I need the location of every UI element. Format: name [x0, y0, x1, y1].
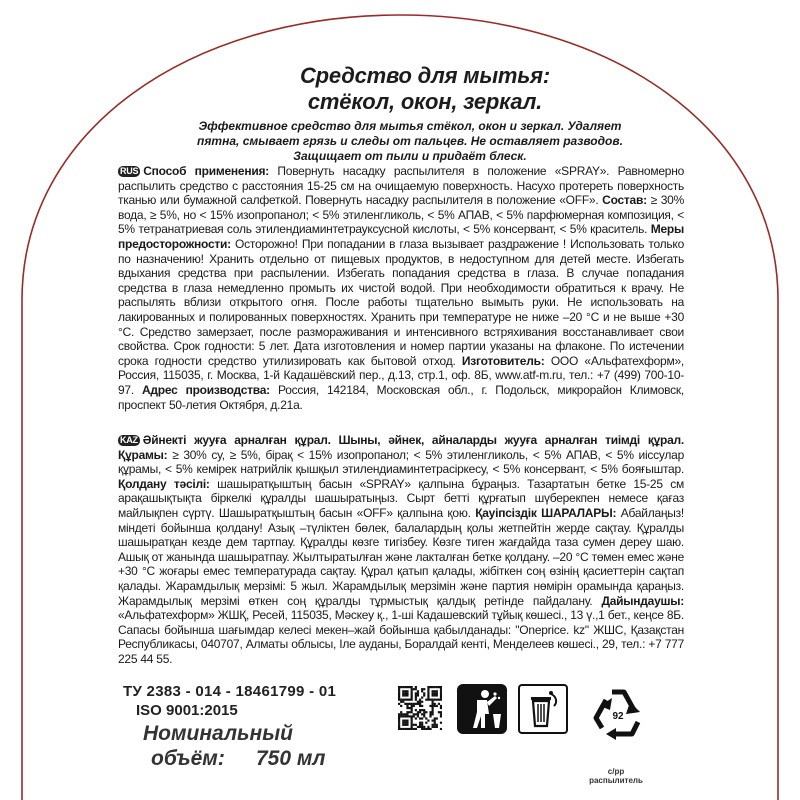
qr-module — [398, 720, 400, 722]
qr-module — [438, 686, 440, 688]
recycle-caption-line2: распылитель — [589, 776, 643, 785]
qr-module — [434, 720, 436, 722]
qr-module — [440, 711, 442, 713]
qr-module — [432, 686, 434, 688]
qr-module — [425, 717, 427, 719]
qr-module — [398, 726, 400, 728]
qr-module — [408, 703, 410, 705]
qr-module — [432, 705, 434, 707]
qr-module — [436, 724, 438, 726]
qr-module — [423, 728, 425, 730]
tech-spec-number: ТУ 2383 - 014 - 18461799 - 01 — [123, 683, 337, 700]
qr-module — [436, 726, 438, 728]
qr-module — [419, 699, 421, 701]
qr-module — [398, 728, 400, 730]
qr-module — [398, 690, 400, 692]
qr-module — [402, 694, 404, 696]
qr-module — [440, 690, 442, 692]
qr-module — [413, 724, 415, 726]
qr-module — [440, 713, 442, 715]
qr-module — [432, 694, 434, 696]
qr-module — [406, 690, 408, 692]
qr-module — [423, 688, 425, 690]
qr-module — [408, 728, 410, 730]
qr-module — [415, 703, 417, 705]
rus-precautions-text: Осторожно! При попадании в глаза вызывает раздражение ! Использовать только по назначению! Хранить отдельно от пищевых продуктов, в недоступном для детей месте. Избегать вдыхания средства при распылении. Избегать попадания средства в глаза. В случае попадания средства в глаза немедленно промыть их чистой водой. При необходимости обратиться к врачу. Не распылять вблизи открытого огня. После работы тщательно вымыть руки. Не использовать на лакированных и полированных поверхностях. Хранить при температуре не ниже –20 °С и не выше +30 °С. Средство замерзает, после размораживания и интенсивного встряхивания восстанавливает свои свойства. Срок годности: 5 лет. Дата изготовления и номер партии указаны на флаконе. По истечении срока годности средство утилизировать как бытовой отход. — [118, 236, 684, 368]
qr-module — [423, 694, 425, 696]
product-title-line1: Средство для мытья: — [299, 63, 551, 88]
qr-module — [436, 694, 438, 696]
qr-module — [429, 711, 431, 713]
qr-module — [404, 713, 406, 715]
qr-module — [415, 692, 417, 694]
qr-module — [398, 686, 400, 688]
qr-module — [434, 726, 436, 728]
kaz-safety-text: Абайлаңыз! міндеті бойынша қолдану! Азық –түліктен бөлек, балалардың қолы жетпейтін жерде сақтау. Құралды шашыратқан кезде дем тартпау. Құралды көзге тигізбеу. Көзге тиген жағдайда таза сумен дереу шаю. Ашық от жанында шашыратпау. Жылтыратылған және лакталған бетке қолдану. –20 °С төмен емес және +30 °С жоғары емес температурада сақтау. Құрал қатып қалады, жібіткен соң өзінің қасиеттерін сақтап қалады. Жарамдылық мерзімі: 5 жыл. Жарамдылық мерзімін және партия нөмірін орамында қараңыз. Жарамдылық мерзімі өткен соң құралды тұрмыстық қалдық ретінде пайдалану. — [118, 505, 684, 608]
qr-module — [411, 696, 413, 698]
rus-address-heading: Адрес производства: — [142, 382, 270, 397]
qr-module — [440, 705, 442, 707]
qr-module — [400, 699, 402, 701]
qr-module — [423, 715, 425, 717]
qr-module — [411, 724, 413, 726]
qr-module — [398, 713, 400, 715]
intro-line: Эффективное средство для мытья стёкол, окон и зеркал. Удаляет — [198, 119, 622, 133]
qr-module — [421, 696, 423, 698]
qr-module — [411, 699, 413, 701]
qr-module — [427, 688, 429, 690]
qr-module — [432, 713, 434, 715]
qr-module — [423, 726, 425, 728]
qr-module — [398, 688, 400, 690]
qr-module — [427, 726, 429, 728]
qr-module — [406, 713, 408, 715]
qr-module — [432, 726, 434, 728]
qr-module — [427, 728, 429, 730]
qr-module — [406, 722, 408, 724]
qr-module — [440, 699, 442, 701]
qr-module — [404, 724, 406, 726]
qr-module — [427, 686, 429, 688]
qr-module — [406, 720, 408, 722]
qr-module — [400, 686, 402, 688]
qr-module — [404, 694, 406, 696]
qr-module — [419, 709, 421, 711]
qr-module — [411, 715, 413, 717]
qr-module — [411, 703, 413, 705]
qr-module — [417, 713, 419, 715]
qr-module — [432, 709, 434, 711]
qr-module — [436, 686, 438, 688]
rus-method-text: Повернуть насадку распылителя в положение «SPRAY». Равномерно распылить средство с расстояния 15-25 см на очищаемую поверхность. Насухо протереть поверхность тканью или бумажной салфеткой. Повернуть насадку распылителя в положение «OFF». — [118, 164, 684, 208]
qr-module — [415, 686, 417, 688]
qr-module — [415, 713, 417, 715]
qr-module — [406, 724, 408, 726]
qr-module — [423, 711, 425, 713]
qr-module — [421, 709, 423, 711]
qr-module — [434, 690, 436, 692]
qr-module — [432, 703, 434, 705]
qr-module — [411, 728, 413, 730]
qr-module — [400, 728, 402, 730]
qr-module — [411, 692, 413, 694]
qr-module — [402, 715, 404, 717]
qr-module — [411, 688, 413, 690]
qr-module — [404, 728, 406, 730]
qr-module — [400, 715, 402, 717]
qr-module — [406, 703, 408, 705]
qr-module — [411, 705, 413, 707]
qr-module — [406, 694, 408, 696]
rus-method-heading: Способ применения: — [143, 164, 269, 178]
qr-module — [419, 701, 421, 703]
qr-module — [419, 724, 421, 726]
qr-module — [413, 713, 415, 715]
qr-module — [411, 711, 413, 713]
qr-module — [434, 703, 436, 705]
qr-module — [421, 728, 423, 730]
volume-label: объём: — [151, 747, 225, 770]
qr-module — [434, 717, 436, 719]
intro-text — [150, 119, 670, 164]
kaz-usage-text: шашыратқыштың басын «SPRAY» қалпына бұраңыз. Тазартатын бетке 15-25 см арақашықтықта біркелкі құралды шашыратыңыз. Сырт бетті құрғатып шүберекпен немесе қағаз майлықпен сүртү. Шашыратқыштың басын «OFF» қалпына қою. — [118, 476, 684, 520]
rus-precautions-heading: Меры предосторожности: — [118, 222, 684, 251]
qr-module — [432, 701, 434, 703]
qr-module — [438, 699, 440, 701]
qr-module — [434, 705, 436, 707]
qr-module — [432, 711, 434, 713]
qr-module — [432, 724, 434, 726]
qr-module — [406, 705, 408, 707]
qr-module — [423, 709, 425, 711]
qr-module — [440, 696, 442, 698]
recycle-icon — [588, 680, 648, 766]
kaz-supplier-heading: Дайындаушы: — [601, 593, 684, 608]
qr-module — [419, 705, 421, 707]
qr-module — [398, 692, 400, 694]
qr-module — [438, 711, 440, 713]
qr-module — [417, 690, 419, 692]
qr-module — [417, 711, 419, 713]
qr-module — [427, 699, 429, 701]
qr-module — [427, 720, 429, 722]
qr-module — [427, 694, 429, 696]
qr-module — [411, 686, 413, 688]
qr-module — [421, 726, 423, 728]
qr-module — [415, 724, 417, 726]
qr-module — [411, 690, 413, 692]
recycle-code: 92 — [612, 711, 624, 722]
rus-language-tag: RUS — [120, 166, 139, 176]
qr-module — [434, 699, 436, 701]
qr-module — [421, 722, 423, 724]
qr-module — [408, 686, 410, 688]
qr-module — [432, 707, 434, 709]
qr-module — [440, 715, 442, 717]
qr-module — [406, 692, 408, 694]
qr-module — [417, 692, 419, 694]
qr-module — [406, 699, 408, 701]
rus-manufacturer-heading: Изготовитель: — [461, 353, 545, 368]
qr-module — [421, 713, 423, 715]
qr-module — [427, 696, 429, 698]
qr-module — [434, 694, 436, 696]
qr-module — [398, 717, 400, 719]
recycle-caption — [586, 767, 646, 785]
volume-value: 750 мл — [256, 747, 326, 770]
qr-module — [413, 728, 415, 730]
qr-module — [411, 722, 413, 724]
qr-module — [411, 720, 413, 722]
qr-module — [438, 703, 440, 705]
qr-module — [429, 686, 431, 688]
waste-bin-icon — [518, 684, 568, 734]
qr-module — [398, 724, 400, 726]
qr-module — [404, 690, 406, 692]
qr-module — [402, 724, 404, 726]
qr-module — [404, 686, 406, 688]
qr-module — [440, 694, 442, 696]
qr-module — [432, 720, 434, 722]
qr-module — [436, 692, 438, 694]
qr-module — [429, 713, 431, 715]
qr-module — [423, 692, 425, 694]
qr-module — [421, 690, 423, 692]
qr-module — [419, 726, 421, 728]
qr-module — [408, 715, 410, 717]
qr-module — [404, 692, 406, 694]
rus-address-text: Россия, 142184, Московская обл., г. Подольск, микрорайон Климовск, проспект 50-летия Октября, д.21а. — [118, 382, 684, 412]
qr-module — [434, 724, 436, 726]
qr-module — [432, 699, 434, 701]
qr-module — [404, 699, 406, 701]
qr-module — [402, 699, 404, 701]
qr-module — [408, 707, 410, 709]
qr-module — [413, 705, 415, 707]
qr-module — [417, 701, 419, 703]
qr-module — [402, 690, 404, 692]
qr-module — [429, 705, 431, 707]
qr-module — [406, 686, 408, 688]
qr-module — [415, 709, 417, 711]
qr-module — [413, 703, 415, 705]
qr-module — [398, 696, 400, 698]
qr-module — [404, 720, 406, 722]
qr-module — [421, 717, 423, 719]
qr-module — [436, 705, 438, 707]
qr-module — [411, 709, 413, 711]
qr-module — [419, 717, 421, 719]
qr-module — [415, 717, 417, 719]
qr-module — [402, 692, 404, 694]
qr-module — [436, 690, 438, 692]
qr-module — [411, 726, 413, 728]
qr-module — [440, 688, 442, 690]
qr-module — [404, 703, 406, 705]
intro-line: пятна, смывает грязь и следы от пальцев. Не оставляет разводов. — [197, 134, 623, 148]
qr-module — [398, 699, 400, 701]
qr-module — [406, 707, 408, 709]
qr-module — [400, 711, 402, 713]
rus-section — [118, 164, 684, 412]
tidy-man-icon — [457, 684, 507, 734]
rus-composition-text: ≥ 30% вода, ≥ 5%, но < 15% изопропанол; < 5% этиленгликоль, < 5% АПАВ, < 5% парфюмерная композиция, < 5% тетранатриевая соль этилендиаминтетрауксусной кислоты, < 5% консервант, < 5% краситель. — [118, 193, 684, 237]
kaz-composition-text: ≥ 30% су, ≥ 5%, бірақ < 15% изопропанол; < 5% этиленгликоль, < 5% АПАВ, < 5% иіссулар құрамы, < 5% кемірек натрийлік қышқыл этилендиаминтетрасіркесу, < 5% консервант, < 5% бояғыштар. — [118, 447, 684, 477]
qr-module — [408, 699, 410, 701]
kaz-usage-heading: Қолдану тәсілі: — [118, 476, 210, 491]
qr-module — [440, 728, 442, 730]
recycle-caption-line1: с/рр — [607, 767, 625, 776]
qr-module — [415, 688, 417, 690]
qr-module — [398, 715, 400, 717]
qr-module — [425, 722, 427, 724]
qr-module — [440, 707, 442, 709]
qr-module — [402, 728, 404, 730]
qr-module — [398, 694, 400, 696]
qr-module — [406, 715, 408, 717]
qr-module — [402, 686, 404, 688]
qr-module — [436, 717, 438, 719]
qr-module — [440, 722, 442, 724]
kaz-language-tag: KAZ — [120, 435, 138, 445]
qr-module — [415, 694, 417, 696]
qr-module — [415, 696, 417, 698]
qr-module — [421, 701, 423, 703]
nominal-label: Номинальный — [143, 722, 293, 745]
qr-module — [398, 722, 400, 724]
qr-module — [398, 703, 400, 705]
qr-module — [406, 728, 408, 730]
qr-module — [402, 722, 404, 724]
qr-module — [436, 699, 438, 701]
qr-module — [423, 713, 425, 715]
qr-module — [411, 717, 413, 719]
qr-module — [425, 699, 427, 701]
qr-module — [429, 699, 431, 701]
qr-module — [402, 713, 404, 715]
qr-module — [417, 726, 419, 728]
iso-standard: ISO 9001:2015 — [136, 702, 238, 719]
kaz-section — [118, 433, 684, 667]
qr-module — [421, 705, 423, 707]
qr-module — [404, 722, 406, 724]
qr-module — [434, 722, 436, 724]
qr-module — [419, 711, 421, 713]
qr-module — [400, 701, 402, 703]
qr-module — [400, 705, 402, 707]
qr-module — [419, 703, 421, 705]
qr-module — [417, 715, 419, 717]
product-title-line2: стёкол, окон, зеркал. — [307, 89, 543, 114]
qr-module — [434, 692, 436, 694]
qr-module — [415, 699, 417, 701]
kaz-title: Әйнекті жууға арналған құрал. Шыны, әйнек, айналарды жууға арналған тиімді құрал. — [142, 433, 684, 447]
rus-composition-heading: Состав: — [602, 193, 647, 208]
qr-code-icon — [398, 686, 442, 730]
rus-manufacturer-text: ООО «Альфатехформ», Россия, 115035, г. Москва, 1-й Кадашёвский пер., д.13, стр.1, оф. 8Б, www.atf-m.ru, тел.: +7 (499) 700-10-97. — [118, 353, 684, 397]
qr-module — [432, 692, 434, 694]
qr-module — [434, 686, 436, 688]
qr-module — [413, 715, 415, 717]
qr-module — [415, 728, 417, 730]
qr-module — [440, 692, 442, 694]
qr-module — [417, 694, 419, 696]
qr-module — [411, 694, 413, 696]
qr-module — [400, 713, 402, 715]
qr-module — [432, 690, 434, 692]
qr-module — [427, 690, 429, 692]
qr-module — [440, 686, 442, 688]
qr-module — [427, 692, 429, 694]
kaz-safety-heading: Қауіпсіздік ШАРАЛАРЫ: — [475, 505, 617, 520]
qr-module — [411, 707, 413, 709]
kaz-composition-heading: Құрамы: — [118, 447, 168, 462]
qr-module — [413, 688, 415, 690]
qr-module — [408, 711, 410, 713]
qr-module — [429, 715, 431, 717]
qr-module — [425, 711, 427, 713]
qr-module — [421, 724, 423, 726]
qr-module — [425, 728, 427, 730]
qr-module — [402, 701, 404, 703]
qr-module — [421, 688, 423, 690]
qr-module — [417, 703, 419, 705]
qr-module — [429, 728, 431, 730]
qr-module — [406, 711, 408, 713]
qr-module — [404, 715, 406, 717]
qr-module — [419, 722, 421, 724]
intro-line: Защищает от пыли и придаёт блеск. — [293, 149, 527, 163]
qr-module — [402, 720, 404, 722]
kaz-supplier-text: «Альфатехформ» ЖШҚ, Ресей, 115035, Мәскеу қ., 1-ші Кадашевский тұйық көшесі., 13 ү.,1 бет., кеңсе 8Б. Сапасы бойынша шағымдар келесі мекен–жай бойынша қабылданады: "Oneprice. kz" ЖШС, Қазақстан Республикасы, 040707, Алматы облысы, Іле ауданы, Боралдай кенті, Менделеев көшесі., 29, тел.: +7 777 225 44 55. — [118, 608, 684, 666]
